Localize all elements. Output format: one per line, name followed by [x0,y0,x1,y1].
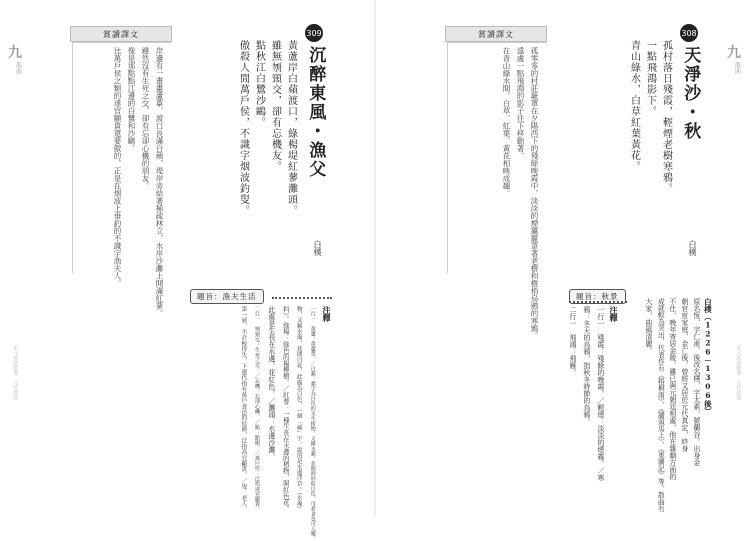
note-line: 第一層，不計較得失，下邊代指有萬戶食邑的侯爵，泛指高官顯貴。／叟：老人。 [239,306,246,512]
poem-line: 孤村落日殘霞，輕煙老樹寒鴉。 [660,40,672,194]
poem-number-badge: 308 [680,24,698,42]
translation-line: 岸邊有一畫畫蘆葦，渡口長滿白蘋，堤岸旁結著稀疏林立，水岸沙灘上開滿紅蓼。 [155,47,164,317]
bio-line: 大家，曲風清麗。 [644,298,653,354]
translation-line: 比萬戶侯之類的達官顯貴還要傲的，正是在烟波上垂釣的不識字漁夫人。 [113,47,122,287]
topic-bar: 題旨：漁夫生活 [190,289,264,304]
notes-label: 注釋 [609,306,619,322]
note-line: 一行一 黃蘆：黃蘆葦。／白蘋：蘋字為白色的水生植物，又稱水蘋，花開時形似白色，可煮食也可入藥。 [309,306,316,541]
bio-line: 原名恆，字仁甫，後改名樸，字太素，號蘭谷。出身金 [692,298,701,466]
translation-line: 遠處一點飛鴻的影子往下移動著。 [516,47,525,160]
corner-section: 散曲 [733,62,741,74]
dotted-rule [272,297,332,299]
corner-mark: 九 [727,45,741,61]
note-line: 二行一 刎頸交：生死之交。／忘機：忘卻心機。／點：點綴。／萬戶侯：泛指達官顯貴。 [253,306,260,512]
poem-line: 一點飛鴻影下。 [644,40,656,117]
poem-line: 點秋江白鷺沙鷗。 [253,40,265,128]
poem-author: 白樸 [688,240,697,256]
poem-line: 黃蘆岸白蘋渡口，綠楊堤紅蓼灘頭。 [285,40,297,216]
note-line: 料）。綠楊：綠色的楊柳樹。／紅蓼：一種生長在水邊的植物，開紅色花。 [281,306,289,512]
note-line: 一行一 殘霞：殘餘的晚霞。／輕煙：淡淡的煙霧。／寒 [596,306,605,481]
poem-author: 白樸 [313,240,322,256]
page-footer: 宋元詞曲精選 元代散曲 [12,345,19,400]
corner-mark: 九 [8,45,22,61]
page-footer: 宋元詞曲精選 元代散曲 [735,345,742,400]
translation-line: 在青山綠水間，白草、紅葉、黃花相映成趣。 [502,47,511,197]
poem-line: 雖無刎頸交，卻有忘機友。 [269,40,281,172]
poem-title: 天淨沙・秋 [680,46,701,141]
note-line: 二行一 飛鴻：飛雁。 [568,306,577,376]
bio-line: 不仕，晚年寄居金陵，雖已與元朝廷相處，他在雜劇方面的 [668,298,677,480]
translation-line: 孤零零的村莊籠罩在夕陽西下的殘餘晚霞中，淡淡的煙靄籠罩著老樹和樹梢烏鴉的寒鴉。 [530,47,539,340]
translation-line: 像是那點點江邊的白鷺和沙鷗。 [127,47,136,152]
corner-section: 散曲 [14,62,22,74]
poem-title: 沉醉東風・漁父 [305,46,326,179]
topic-bar: 題旨：秋景 [569,289,626,304]
bio-line: 成就較為突出，代表作有《梧桐雨》、《牆頭馬上》、《東牆記》等。散曲有 [656,298,665,512]
note-line: 此處是生長在水邊，花紅色。／灘頭：水邊沙灘。 [267,306,276,460]
poem-line: 青山綠水，白草紅葉黃花。 [628,40,640,172]
translation-block [72,42,171,317]
poem-number-badge: 309 [305,24,323,42]
bio-title: 白樸（1226－1306後） [703,298,713,415]
translation-block [447,42,546,340]
note-line: 物，又稱水藻，花開白花，此處為白色，一個「蘋」字，說的是水邊浮草。（水藻） [295,306,302,512]
translation-line: 雖然沒有生死之交，卻有忘卻心機的朋友。 [141,47,150,190]
note-line: 鴉：冬天的烏鴉，指秋冬時節的烏鴉。 [582,306,591,425]
dotted-rule [569,301,627,303]
poem-line: 傲殺人間萬戶侯，不識字烟波釣叟。 [237,40,249,216]
translation-heading: 賞讀譯文 [445,26,547,42]
translation-heading: 賞讀譯文 [70,26,172,42]
notes-label: 注釋 [322,306,332,322]
bio-line: 朝官宦家庭，金亡後，曾經又居於元代真定，終身 [680,298,689,452]
right-page [375,0,750,516]
